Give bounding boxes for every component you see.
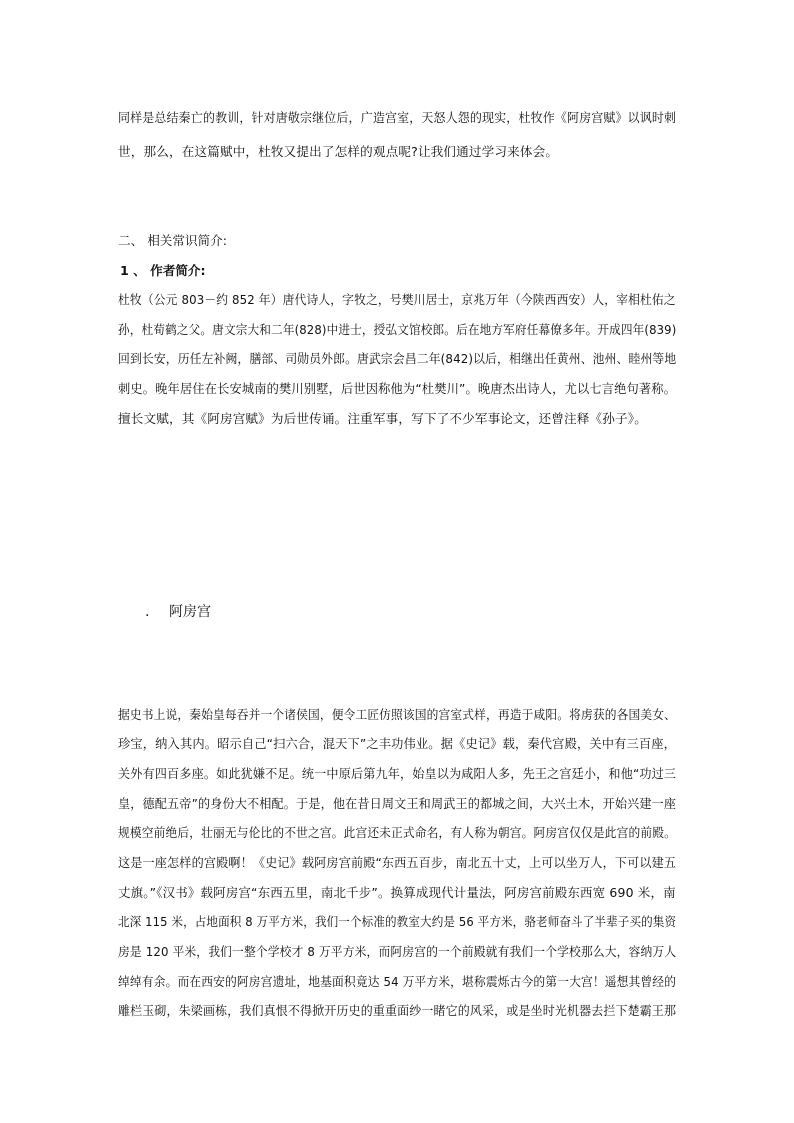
epang-line-10: 绰绰有余。而在西安的阿房宫遗址，地基面积竟达 54 万平方米，堪称震烁古今的第一大宫！遥想其曾经的 (118, 974, 677, 989)
author-line-5: 擅长文赋，其《阿房宫赋》为后世传诵。注重军事，写下了不少军事论文，还曾注释《孙子》。 (118, 411, 647, 426)
section-2-heading: 二、 相关常识简介: (118, 233, 227, 248)
epang-line-3: 关外有四百多座。如此犹嫌不足。统一中原后第九年，始皇以为咸阳人多，先王之宫廷小，和他“功过三 (118, 766, 677, 781)
epang-line-1: 据史书上说，秦始皇每吞并一个诸侯国，便令工匠仿照该国的宫室式样，再造于咸阳。将虏获的各国美女、 (118, 707, 676, 722)
author-line-3: 回到长安，历任左补阙，膳部、司勋员外郎。唐武宗会昌二年(842)以后，相继出任黄州、池州、睦州等地 (118, 351, 677, 366)
intro-line-1: 同样是总结秦亡的教训，针对唐敬宗继位后，广造宫室，天怒人怨的现实，杜牧作《阿房宫赋》以讽时刺 (118, 110, 677, 125)
epang-line-2: 珍宝，纳入其内。昭示自己“扫六合，混天下”之丰功伟业。据《史记》载，秦代宫殿，关中有三百座， (118, 736, 677, 751)
author-line-1: 杜牧（公元 803－约 852 年）唐代诗人，字牧之，号樊川居士，京兆万年（今陕西西安）人，宰相杜佑之 (118, 292, 676, 307)
epang-line-8: 北深 115 米，占地面积 8 万平方米，我们一个标准的教室大约是 56 平方米，骆老师奋斗了半辈子买的集资 (118, 914, 677, 929)
section-3-heading (145, 603, 211, 621)
author-line-4: 刺史。晚年居住在长安城南的樊川别墅，后世因称他为“杜樊川”。晚唐杰出诗人，尤以七言绝句著称。 (118, 381, 677, 396)
epang-line-11: 雕栏玉砌，朱梁画栋，我们真恨不得掀开历史的重重面纱一睹它的风采，或是坐时光机器去拦下楚霸王那 (118, 1003, 677, 1018)
author-intro-heading: 1 、 作者简介: (120, 263, 206, 278)
author-line-2: 孙，杜荀鹤之父。唐文宗大和二年(828)中进士，授弘文馆校郎。后在地方军府任幕僚多年。开成四年(839) (118, 322, 677, 337)
intro-line-2: 世，那么，在这篇赋中，杜牧又提出了怎样的观点呢?让我们通过学习来体会。 (118, 144, 559, 159)
epang-line-4: 皇，德配五帝”的身份大不相配。于是，他在昔日周文王和周武王的都城之间，大兴土木，开始兴建一座 (118, 796, 677, 811)
section-3-title: 阿房宫 (169, 604, 211, 620)
epang-line-6: 这是一座怎样的宫殿啊！《史记》载阿房宫前殿“东西五百步，南北五十丈，上可以坐万人，下可以建五 (118, 855, 677, 870)
section-3-number: . (145, 604, 150, 620)
epang-line-7: 丈旗。”《汉书》载阿房宫“东西五里，南北千步”。换算成现代计量法，阿房宫前殿东西宽 690 米，南 (118, 885, 676, 900)
epang-line-5: 规模空前绝后，壮丽无与伦比的不世之宫。此宫还未正式命名，有人称为朝宫。阿房宫仅仅是此宫的前殿。 (118, 825, 676, 840)
epang-line-9: 房是 120 平米，我们一整个学校才 8 万平方米，而阿房宫的一个前殿就有我们一个学校那么大，容纳万人 (118, 944, 677, 959)
